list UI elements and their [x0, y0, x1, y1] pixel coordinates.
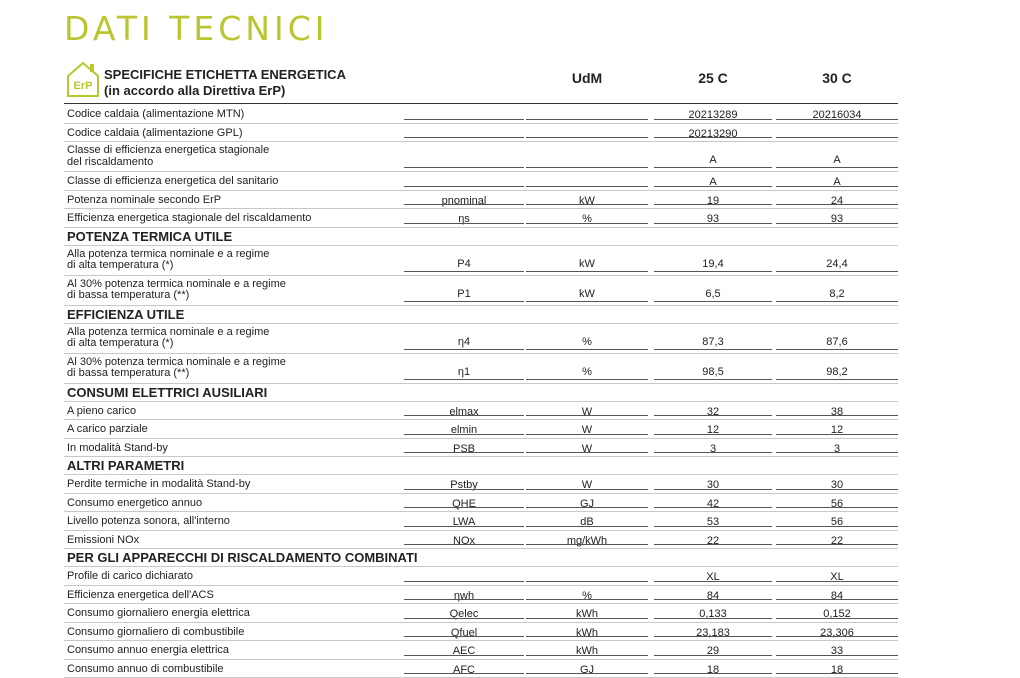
section-header	[64, 306, 898, 324]
cell-rule	[776, 544, 898, 545]
cell-rule	[776, 581, 898, 582]
cell-rule	[776, 349, 898, 350]
row-label: Consumo annuo di combustibile	[67, 664, 397, 676]
cell-rule	[526, 526, 648, 527]
cell-rule	[526, 167, 648, 168]
cell-rule	[404, 379, 524, 380]
cell-rule	[526, 349, 648, 350]
cell-rule	[404, 636, 524, 637]
row-label: Emissioni NOx	[67, 535, 397, 547]
cell-rule	[526, 137, 648, 138]
cell-rule	[776, 507, 898, 508]
page-title: DATI TECNICI	[64, 9, 328, 48]
cell-rule	[654, 186, 772, 187]
row-symbol: AFC	[404, 664, 524, 676]
cell-rule	[404, 204, 524, 205]
row-value-25c: XL	[654, 571, 772, 583]
table-row	[64, 354, 898, 384]
row-label: Codice caldaia (alimentazione MTN)	[67, 109, 397, 121]
table-row	[64, 142, 898, 172]
cell-rule	[654, 119, 772, 120]
section-title: ALTRI PARAMETRI	[67, 458, 184, 473]
row-label: Efficienza energetica stagionale del riscaldamento	[67, 213, 397, 225]
cell-rule	[776, 119, 898, 120]
table-row	[64, 124, 898, 143]
section-title: CONSUMI ELETTRICI AUSILIARI	[67, 385, 267, 400]
section-title: PER GLI APPARECCHI DI RISCALDAMENTO COMBINATI	[67, 550, 418, 565]
row-value-25c: 20213290	[654, 128, 772, 140]
cell-rule	[404, 599, 524, 600]
cell-rule	[654, 507, 772, 508]
cell-rule	[654, 655, 772, 656]
row-value-25c: 12	[654, 424, 772, 436]
row-symbol: ηs	[404, 213, 524, 225]
row-symbol: η4	[404, 336, 524, 348]
row-value-25c: 84	[654, 590, 772, 602]
row-unit: kWh	[526, 645, 648, 657]
row-value-30c: 24	[776, 195, 898, 207]
row-value-25c: 87,3	[654, 336, 772, 348]
table-row	[64, 623, 898, 642]
row-value-30c: 24,4	[776, 258, 898, 270]
row-value-25c: 42	[654, 498, 772, 510]
row-unit: GJ	[526, 664, 648, 676]
cell-rule	[654, 415, 772, 416]
row-label: Alla potenza termica nominale e a regime di alta temperatura (*)	[67, 249, 397, 272]
row-value-25c: 22	[654, 535, 772, 547]
cell-rule	[654, 349, 772, 350]
cell-rule	[776, 301, 898, 302]
row-value-25c: 32	[654, 406, 772, 418]
row-label: Consumo giornaliero energia elettrica	[67, 608, 397, 620]
cell-rule	[654, 526, 772, 527]
cell-rule	[404, 223, 524, 224]
cell-rule	[776, 204, 898, 205]
row-unit: kW	[526, 288, 648, 300]
row-label: In modalità Stand-by	[67, 443, 397, 455]
row-value-30c: XL	[776, 571, 898, 583]
header-title-line1: SPECIFICHE ETICHETTA ENERGETICA	[104, 67, 346, 83]
cell-rule	[404, 507, 524, 508]
cell-rule	[404, 544, 524, 545]
cell-rule	[654, 618, 772, 619]
row-label: Alla potenza termica nominale e a regime di alta temperatura (*)	[67, 327, 397, 350]
cell-rule	[654, 673, 772, 674]
row-value-30c: 93	[776, 213, 898, 225]
row-unit: GJ	[526, 498, 648, 510]
cell-rule	[404, 655, 524, 656]
cell-rule	[776, 636, 898, 637]
cell-rule	[404, 452, 524, 453]
row-symbol: NOx	[404, 535, 524, 547]
cell-rule	[526, 489, 648, 490]
row-unit: W	[526, 443, 648, 455]
cell-rule	[654, 544, 772, 545]
row-label: Classe di efficienza energetica stagionale del riscaldamento	[67, 145, 397, 168]
row-value-25c: 20213289	[654, 109, 772, 121]
cell-rule	[404, 489, 524, 490]
cell-rule	[526, 301, 648, 302]
row-label: Al 30% potenza termica nominale e a regime di bassa temperatura (**)	[67, 279, 397, 302]
cell-rule	[404, 167, 524, 168]
row-label: Consumo energetico annuo	[67, 498, 397, 510]
cell-rule	[654, 223, 772, 224]
row-label: Efficienza energetica dell'ACS	[67, 590, 397, 602]
row-value-30c: 84	[776, 590, 898, 602]
section-header	[64, 228, 898, 246]
cell-rule	[526, 415, 648, 416]
cell-rule	[776, 415, 898, 416]
cell-rule	[404, 618, 524, 619]
table-row	[64, 660, 898, 678]
row-symbol: elmin	[404, 424, 524, 436]
row-value-30c: A	[776, 154, 898, 166]
cell-rule	[654, 452, 772, 453]
cell-rule	[654, 271, 772, 272]
row-value-25c: 3	[654, 443, 772, 455]
table-row	[64, 641, 898, 660]
cell-rule	[526, 581, 648, 582]
row-value-25c: 98,5	[654, 366, 772, 378]
cell-rule	[654, 636, 772, 637]
row-symbol: pnominal	[404, 195, 524, 207]
row-value-25c: 93	[654, 213, 772, 225]
table-row	[64, 246, 898, 276]
cell-rule	[776, 655, 898, 656]
cell-rule	[404, 186, 524, 187]
row-value-30c: 30	[776, 479, 898, 491]
table-row	[64, 172, 898, 191]
row-value-30c: 56	[776, 498, 898, 510]
cell-rule	[526, 655, 648, 656]
row-unit: W	[526, 406, 648, 418]
row-symbol: ηwh	[404, 590, 524, 602]
cell-rule	[404, 301, 524, 302]
row-value-25c: A	[654, 176, 772, 188]
cell-rule	[776, 452, 898, 453]
row-value-30c: 0,152	[776, 608, 898, 620]
cell-rule	[776, 223, 898, 224]
row-symbol: P1	[404, 288, 524, 300]
row-label: A pieno carico	[67, 406, 397, 418]
cell-rule	[776, 618, 898, 619]
column-header-30c: 30 C	[776, 70, 898, 86]
cell-rule	[404, 526, 524, 527]
row-label: Codice caldaia (alimentazione GPL)	[67, 128, 397, 140]
table-row	[64, 531, 898, 550]
row-value-30c: 56	[776, 516, 898, 528]
row-value-30c: 87,6	[776, 336, 898, 348]
row-value-30c: 98,2	[776, 366, 898, 378]
row-value-25c: 30	[654, 479, 772, 491]
table-row	[64, 324, 898, 354]
row-value-25c: 23,183	[654, 627, 772, 639]
cell-rule	[654, 379, 772, 380]
cell-rule	[776, 599, 898, 600]
header-title-line2: (in accordo alla Direttiva ErP)	[104, 83, 346, 99]
row-unit: mg/kWh	[526, 535, 648, 547]
row-label: Profile di carico dichiarato	[67, 571, 397, 583]
cell-rule	[526, 223, 648, 224]
row-label: Classe di efficienza energetica del sanitario	[67, 176, 397, 188]
row-value-30c: 38	[776, 406, 898, 418]
erp-house-icon	[66, 60, 100, 98]
column-header-udm: UdM	[526, 70, 648, 86]
cell-rule	[776, 271, 898, 272]
row-value-25c: 6,5	[654, 288, 772, 300]
row-label: Potenza nominale secondo ErP	[67, 195, 397, 207]
spec-table	[64, 105, 898, 678]
cell-rule	[404, 271, 524, 272]
row-symbol: QHE	[404, 498, 524, 510]
row-value-25c: 19,4	[654, 258, 772, 270]
row-value-25c: 29	[654, 645, 772, 657]
row-value-25c: 18	[654, 664, 772, 676]
row-symbol: P4	[404, 258, 524, 270]
row-unit: kW	[526, 258, 648, 270]
cell-rule	[404, 349, 524, 350]
section-header	[64, 549, 898, 567]
row-value-25c: 19	[654, 195, 772, 207]
row-symbol: elmax	[404, 406, 524, 418]
row-symbol: η1	[404, 366, 524, 378]
section-header	[64, 384, 898, 402]
row-unit: W	[526, 424, 648, 436]
erp-label: ErP	[74, 80, 93, 92]
cell-rule	[526, 673, 648, 674]
row-value-30c: 12	[776, 424, 898, 436]
cell-rule	[654, 167, 772, 168]
cell-rule	[776, 673, 898, 674]
table-row	[64, 439, 898, 458]
row-unit: %	[526, 590, 648, 602]
cell-rule	[404, 581, 524, 582]
section-title: POTENZA TERMICA UTILE	[67, 229, 232, 244]
row-unit: dB	[526, 516, 648, 528]
table-row	[64, 420, 898, 439]
row-value-30c: A	[776, 176, 898, 188]
row-unit: kWh	[526, 608, 648, 620]
table-row	[64, 604, 898, 623]
row-unit: kW	[526, 195, 648, 207]
row-symbol: AEC	[404, 645, 524, 657]
cell-rule	[654, 599, 772, 600]
cell-rule	[654, 301, 772, 302]
row-label: Consumo giornaliero di combustibile	[67, 627, 397, 639]
row-symbol: Pstby	[404, 479, 524, 491]
table-row	[64, 402, 898, 421]
cell-rule	[404, 415, 524, 416]
row-unit: %	[526, 336, 648, 348]
cell-rule	[526, 379, 648, 380]
table-row	[64, 276, 898, 306]
cell-rule	[526, 544, 648, 545]
row-value-25c: 0,133	[654, 608, 772, 620]
cell-rule	[776, 526, 898, 527]
row-value-30c: 8,2	[776, 288, 898, 300]
column-header-25c: 25 C	[654, 70, 772, 86]
cell-rule	[404, 137, 524, 138]
cell-rule	[526, 636, 648, 637]
section-title: EFFICIENZA UTILE	[67, 307, 184, 322]
row-value-30c: 23,306	[776, 627, 898, 639]
cell-rule	[776, 379, 898, 380]
row-unit: W	[526, 479, 648, 491]
row-unit: %	[526, 213, 648, 225]
cell-rule	[654, 137, 772, 138]
table-row	[64, 105, 898, 124]
cell-rule	[776, 434, 898, 435]
row-value-25c: A	[654, 154, 772, 166]
cell-rule	[776, 186, 898, 187]
row-symbol: Qfuel	[404, 627, 524, 639]
cell-rule	[654, 434, 772, 435]
row-value-30c: 18	[776, 664, 898, 676]
cell-rule	[526, 434, 648, 435]
table-row	[64, 209, 898, 228]
cell-rule	[654, 489, 772, 490]
cell-rule	[776, 489, 898, 490]
row-label: Perdite termiche in modalità Stand-by	[67, 479, 397, 491]
cell-rule	[776, 137, 898, 138]
row-label: Consumo annuo energia elettrica	[67, 645, 397, 657]
cell-rule	[776, 167, 898, 168]
cell-rule	[526, 271, 648, 272]
cell-rule	[526, 119, 648, 120]
row-unit: %	[526, 366, 648, 378]
cell-rule	[526, 452, 648, 453]
cell-rule	[526, 186, 648, 187]
row-value-30c: 33	[776, 645, 898, 657]
row-label: Livello potenza sonora, all'interno	[67, 516, 397, 528]
cell-rule	[654, 204, 772, 205]
cell-rule	[526, 204, 648, 205]
cell-rule	[526, 618, 648, 619]
table-row	[64, 586, 898, 605]
row-symbol: PSB	[404, 443, 524, 455]
cell-rule	[404, 673, 524, 674]
row-symbol: Qelec	[404, 608, 524, 620]
row-value-30c: 22	[776, 535, 898, 547]
row-value-25c: 53	[654, 516, 772, 528]
table-header-title	[104, 67, 346, 99]
row-value-30c: 3	[776, 443, 898, 455]
row-value-30c: 20216034	[776, 109, 898, 121]
row-unit: kWh	[526, 627, 648, 639]
cell-rule	[404, 434, 524, 435]
row-label: Al 30% potenza termica nominale e a regime di bassa temperatura (**)	[67, 357, 397, 380]
table-row	[64, 475, 898, 494]
table-row	[64, 191, 898, 210]
table-row	[64, 512, 898, 531]
section-header	[64, 457, 898, 475]
header-rule	[64, 103, 898, 104]
row-symbol: LWA	[404, 516, 524, 528]
row-label: A carico parziale	[67, 424, 397, 436]
table-row	[64, 567, 898, 586]
table-row	[64, 494, 898, 513]
cell-rule	[404, 119, 524, 120]
cell-rule	[526, 599, 648, 600]
cell-rule	[526, 507, 648, 508]
cell-rule	[654, 581, 772, 582]
